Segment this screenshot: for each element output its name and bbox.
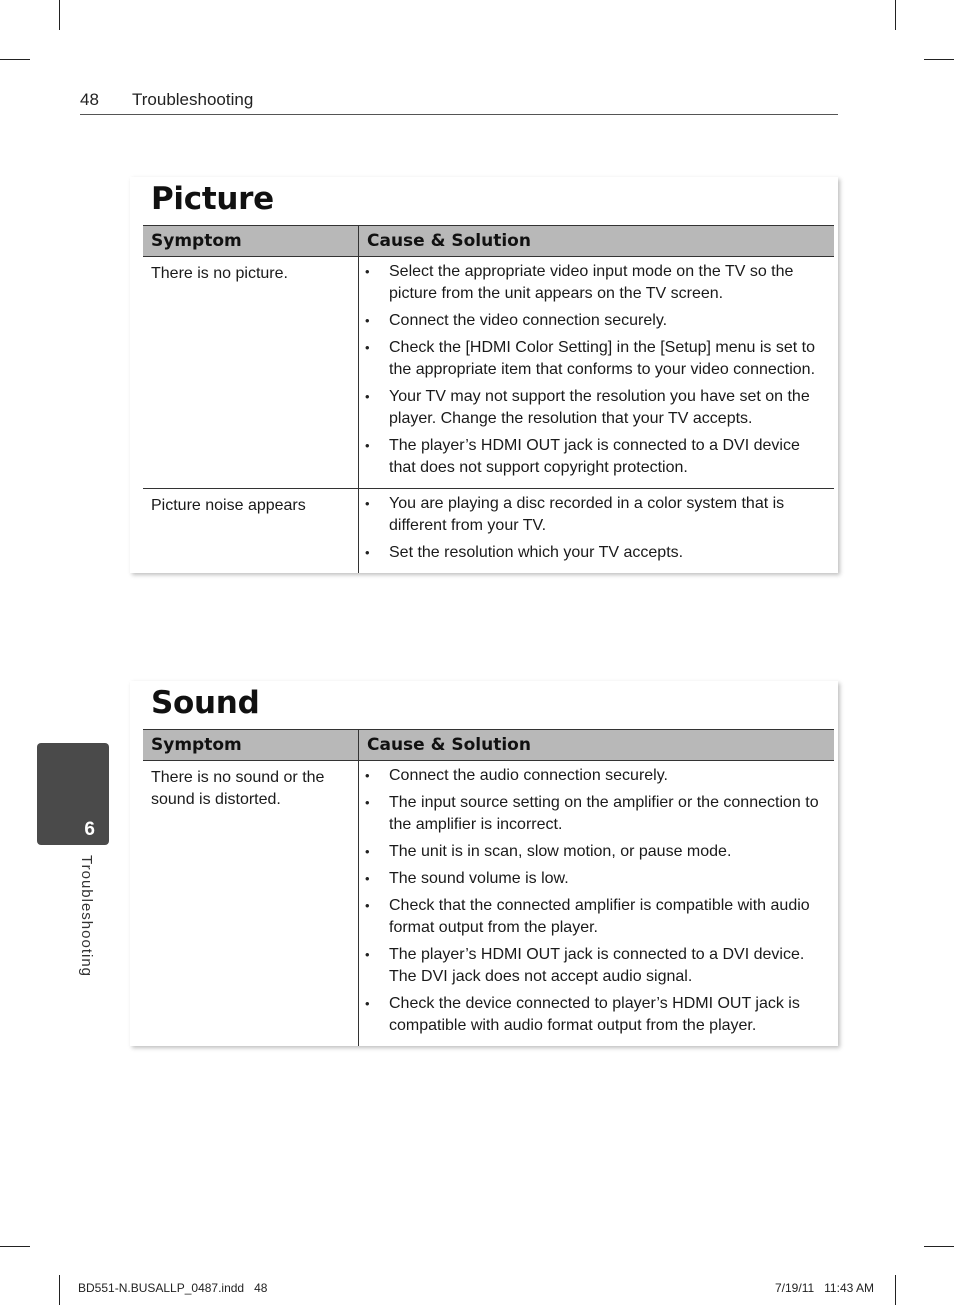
- solution-item: • The player’s HDMI OUT jack is connected to a DVI device. The DVI jack does not accept audio signal.: [365, 944, 826, 988]
- sound-section: [130, 681, 838, 1046]
- header-title: Troubleshooting: [132, 90, 254, 109]
- symptom-cell: There is no picture.: [143, 257, 359, 489]
- solution-item: • Connect the video connection securely.: [365, 310, 826, 332]
- chapter-label: Troubleshooting: [78, 855, 95, 978]
- solution-item: • Check that the connected amplifier is compatible with audio format output from the player.: [365, 895, 826, 939]
- table-row: [143, 257, 834, 489]
- solution-item: • The unit is in scan, slow motion, or pause mode.: [365, 841, 826, 863]
- table-row: [143, 489, 834, 574]
- solution-cell: [359, 489, 835, 574]
- crop-mark: [59, 1275, 60, 1305]
- footer-timestamp: 7/19/11 11:43 AM: [775, 1281, 874, 1295]
- picture-section: [130, 177, 838, 573]
- symptom-cell: Picture noise appears: [143, 489, 359, 574]
- crop-mark: [59, 0, 60, 30]
- column-header-solution: Cause & Solution: [359, 730, 835, 761]
- crop-mark: [924, 59, 954, 60]
- symptom-cell: There is no sound or the sound is distorted.: [143, 761, 359, 1047]
- solution-item: • Set the resolution which your TV accepts.: [365, 542, 826, 564]
- troubleshooting-table: [143, 225, 834, 573]
- page-number: 48: [80, 90, 99, 109]
- solution-item: • You are playing a disc recorded in a color system that is different from your TV.: [365, 493, 826, 537]
- troubleshooting-table: [143, 729, 834, 1046]
- solution-item: • Connect the audio connection securely.: [365, 765, 826, 787]
- crop-mark: [895, 1275, 896, 1305]
- solution-item: • Check the [HDMI Color Setting] in the [Setup] menu is set to the appropriate item that conforms to your video connection.: [365, 337, 826, 381]
- solution-item: • Select the appropriate video input mode on the TV so the picture from the unit appears on the TV screen.: [365, 261, 826, 305]
- solution-item: • Check the device connected to player’s HDMI OUT jack is compatible with audio format output from the player.: [365, 993, 826, 1037]
- solution-item: • The player’s HDMI OUT jack is connected to a DVI device that does not support copyright protection.: [365, 435, 826, 479]
- column-header-symptom: Symptom: [143, 730, 359, 761]
- section-title: Picture: [151, 181, 274, 217]
- column-header-solution: Cause & Solution: [359, 226, 835, 257]
- table-row: [143, 761, 834, 1047]
- crop-mark: [895, 0, 896, 30]
- section-title: Sound: [151, 685, 260, 721]
- page-header: [80, 88, 838, 115]
- crop-mark: [924, 1246, 954, 1247]
- solution-cell: [359, 761, 835, 1047]
- solution-cell: [359, 257, 835, 489]
- crop-mark: [0, 1246, 30, 1247]
- crop-mark: [0, 59, 30, 60]
- solution-item: • The input source setting on the amplifier or the connection to the amplifier is incorrect.: [365, 792, 826, 836]
- solution-item: • The sound volume is low.: [365, 868, 826, 890]
- footer-file-info: BD551-N.BUSALLP_0487.indd 48: [78, 1281, 268, 1295]
- chapter-tab: [37, 743, 109, 845]
- solution-item: • Your TV may not support the resolution you have set on the player. Change the resolution that your TV accepts.: [365, 386, 826, 430]
- chapter-number: 6: [84, 819, 95, 840]
- column-header-symptom: Symptom: [143, 226, 359, 257]
